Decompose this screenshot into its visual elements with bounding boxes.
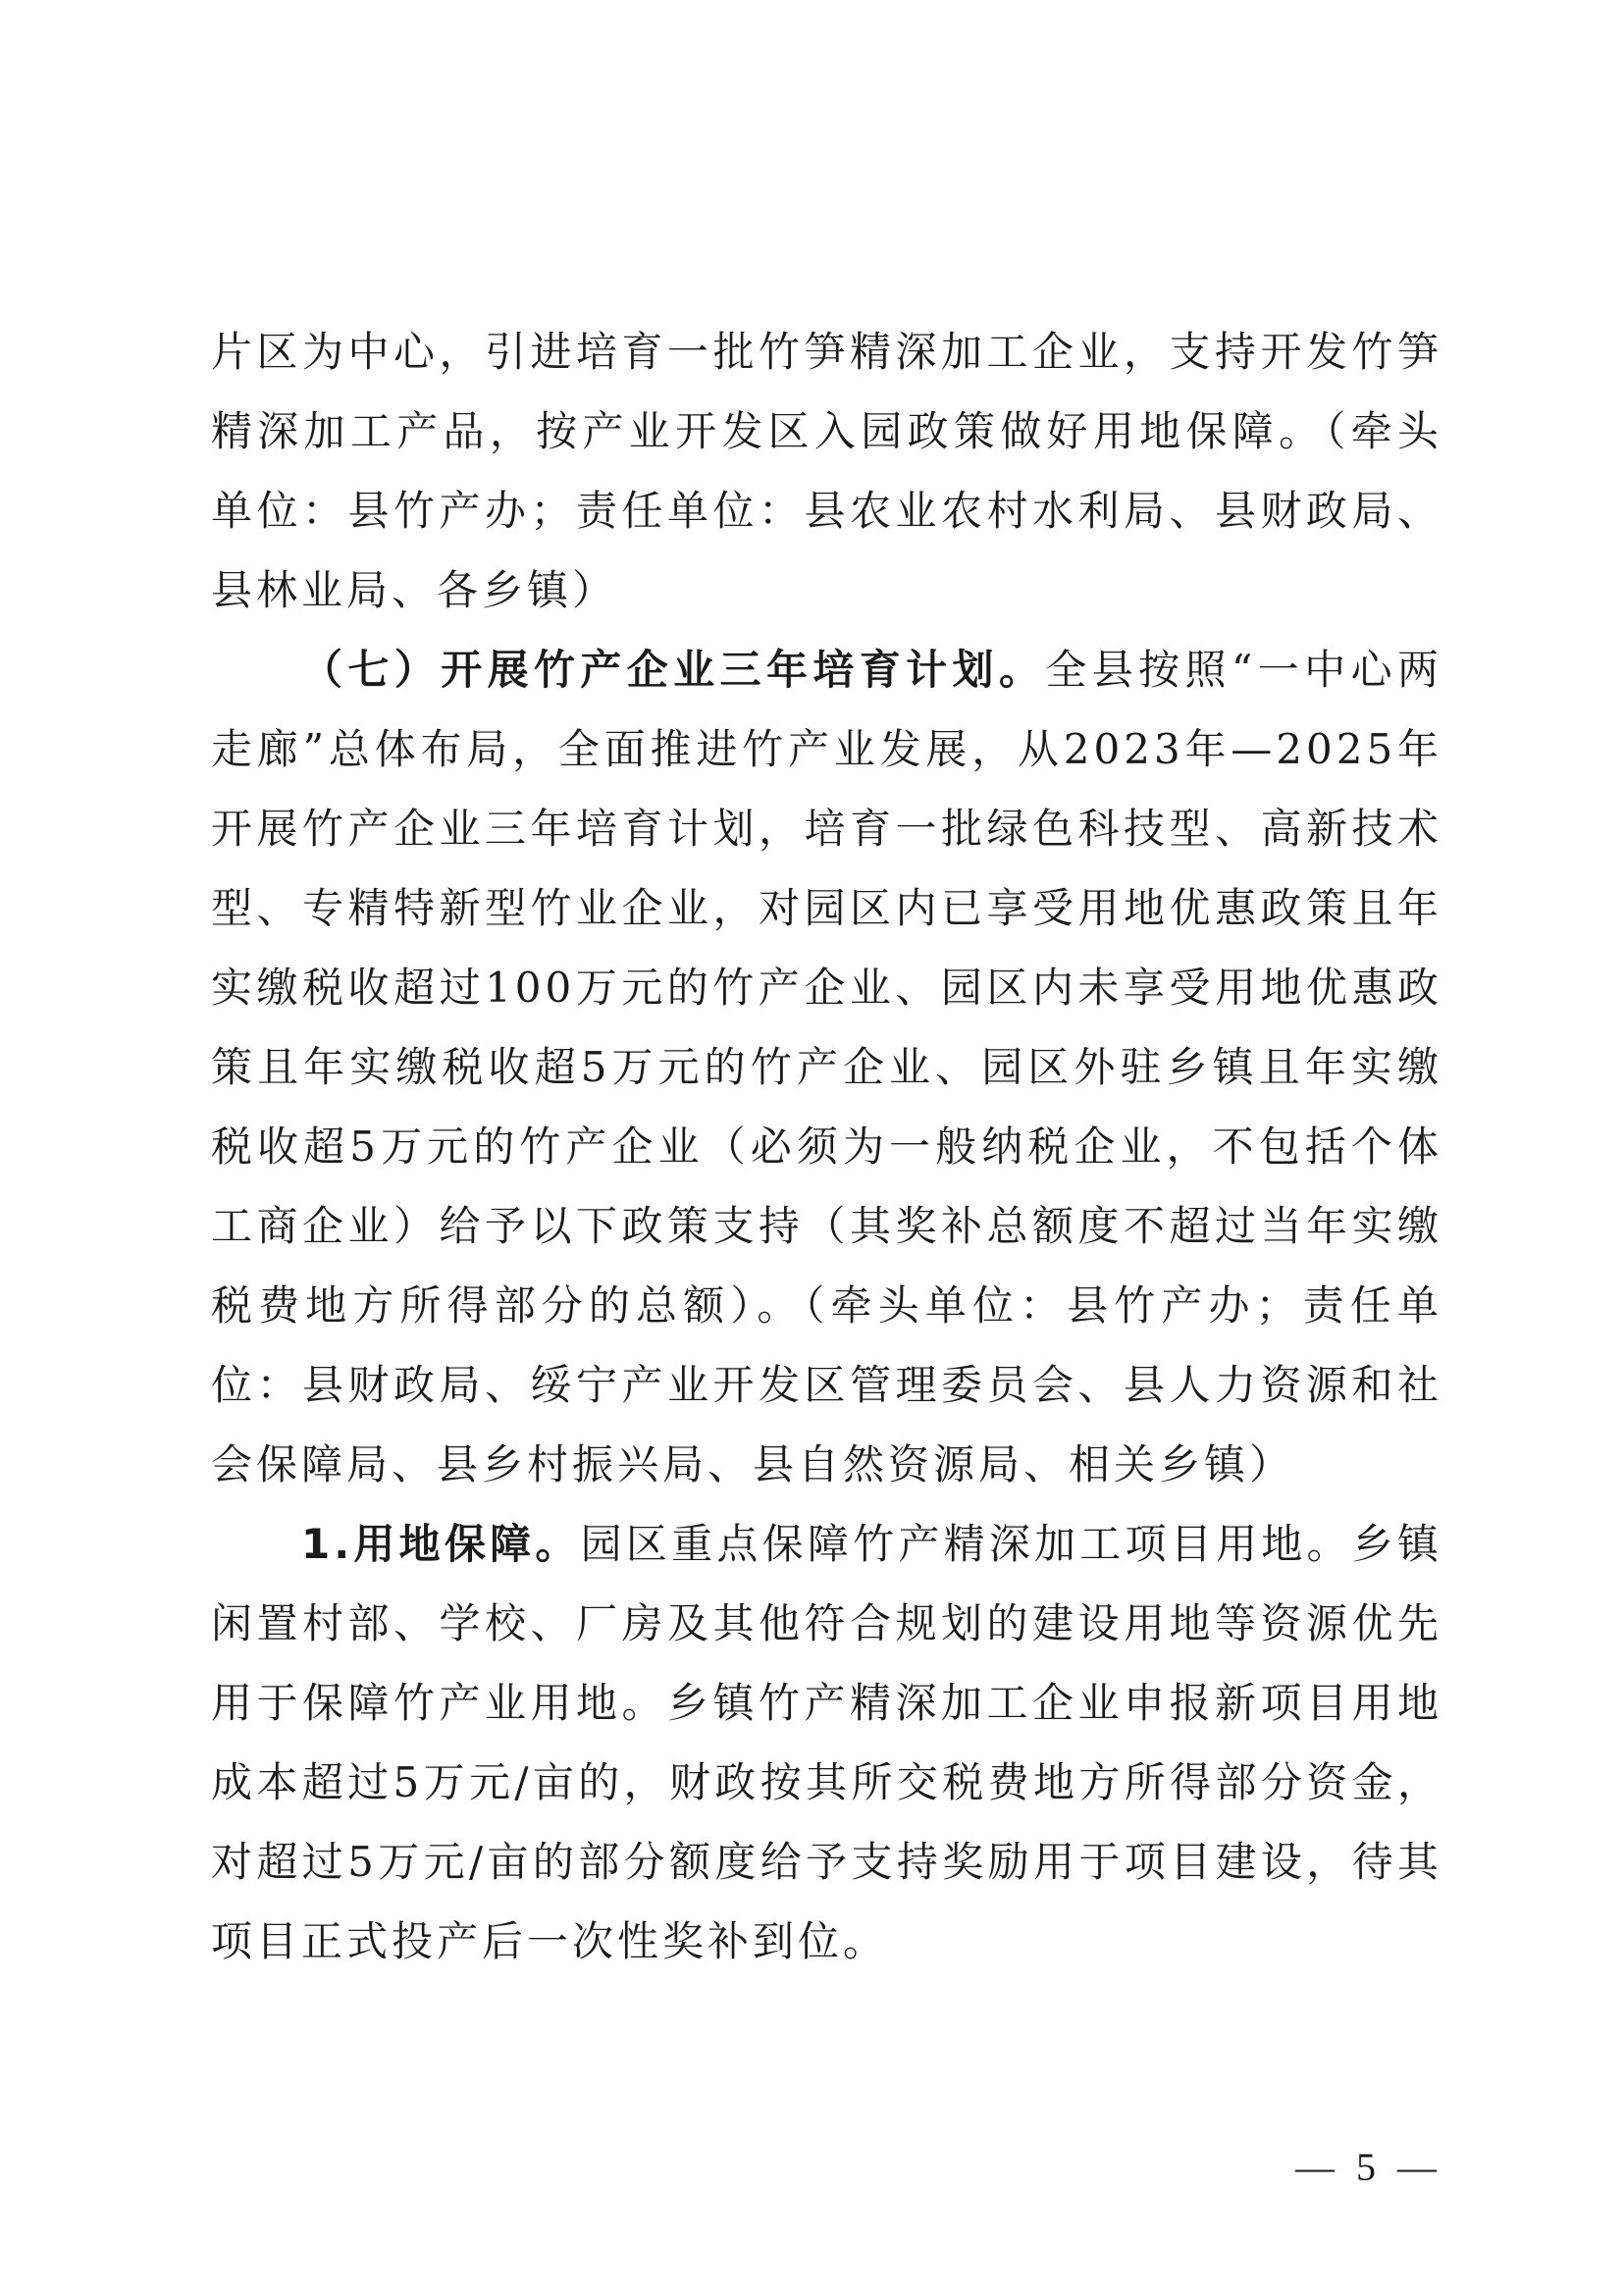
paragraph-text: 全县按照“一中心两走廊”总体布局，全面推进竹产业发展，从2023年—2025年开展竹产企业三年培育计划，培育一批绿色科技型、高新技术型、专精特新型竹业企业，对园区内已享受用地优惠政策且年实缴税收超过100万元的竹产企业、园区内未享受用地优惠政策且年实缴税收超5万元的竹产企业、园区外驻乡镇且年实缴税收超5万元的竹产企业（必须为一般纳税企业，不包括个体工商企业）给予以下政策支持（其奖补总额度不超过当年实缴税费地方所得部分的总额）。（牵头单位：县竹产办；责任单位：县财政局、绥宁产业开发区管理委员会、县人力资源和社会保障局、县乡村振兴局、县自然资源局、相关乡镇） [211,646,1442,1488]
paragraph-land-guarantee [211,1504,1442,1981]
page-number: — 5 — [1295,2145,1442,2189]
paragraph-text: 园区重点保障竹产精深加工项目用地。乡镇闲置村部、学校、厂房及其他符合规划的建设用地等资源优先用于保障竹产业用地。乡镇竹产精深加工企业申报新项目用地成本超过5万元/亩的，财政按其所交税费地方所得部分资金，对超过5万元/亩的部分额度给予支持奖励用于项目建设，待其项目正式投产后一次性奖补到位。 [211,1520,1442,1965]
subsection-heading: 1.用地保障。 [301,1520,581,1568]
document-body [211,312,1442,1981]
paragraph-continuation [211,312,1442,630]
section-heading: （七）开展竹产企业三年培育计划。 [301,646,1046,694]
paragraph-text: 片区为中心，引进培育一批竹笋精深加工企业，支持开发竹笋精深加工产品，按产业开发区入园政策做好用地保障。（牵头单位：县竹产办；责任单位：县农业农村水利局、县财政局、县林业局、各乡镇） [211,328,1442,614]
paragraph-section-seven [211,630,1442,1504]
